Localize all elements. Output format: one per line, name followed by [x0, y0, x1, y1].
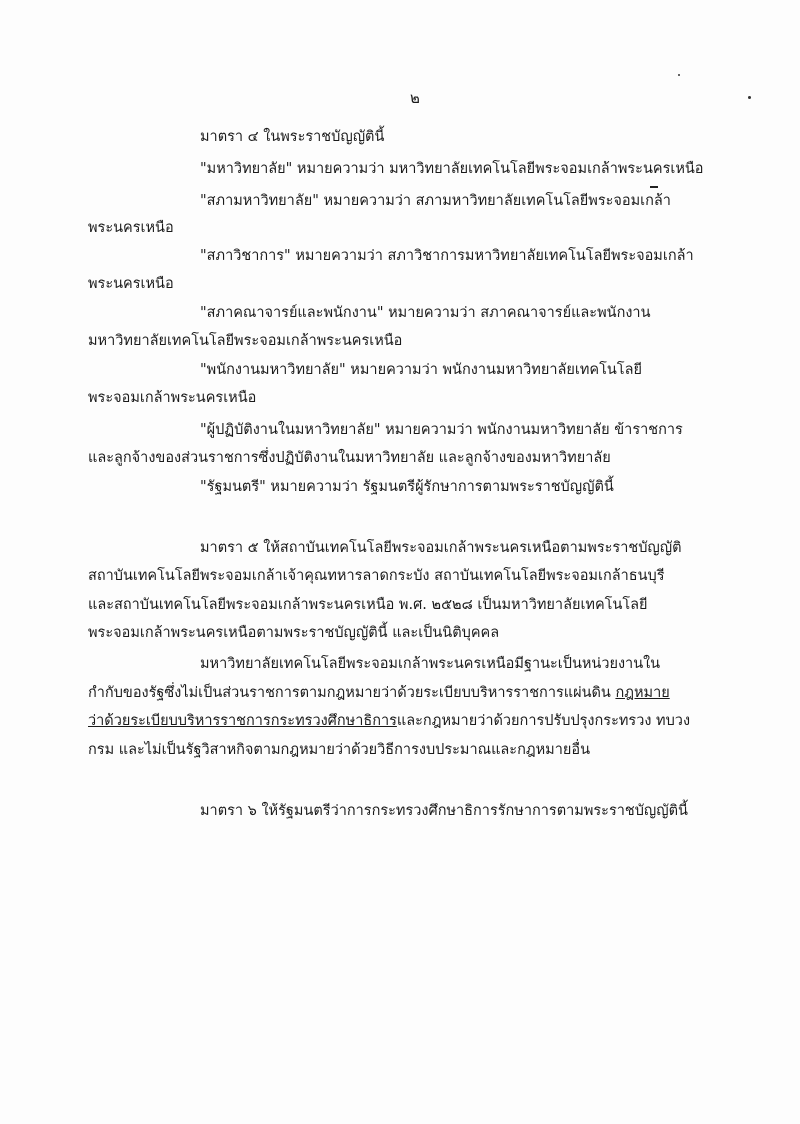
definition-staff-council: "สภาคณาจารย์และพนักงาน" หมายความว่า สภาคณาจารย์และพนักงาน: [200, 305, 651, 321]
section-5-line-2: สถาบันเทคโนโลยีพระจอมเกล้าเจ้าคุณทหารลาดกระบัง สถาบันเทคโนโลยีพระจอมเกล้าธนบุรี: [88, 568, 665, 584]
section-5-line-4: พระจอมเกล้าพระนครเหนือตามพระราชบัญญัตินี้ และเป็นนิติบุคคล: [88, 625, 500, 641]
definition-university: "มหาวิทยาลัย" หมายความว่า มหาวิทยาลัยเทคโนโลยีพระจอมเกล้าพระนครเหนือ: [200, 161, 704, 177]
page-number: ๒: [410, 89, 420, 107]
definition-minister: "รัฐมนตรี" หมายความว่า รัฐมนตรีผู้รักษาการตามพระราชบัญญัตินี้: [200, 479, 614, 495]
section-5-line-1: มาตรา ๕ ให้สถาบันเทคโนโลยีพระจอมเกล้าพระนครเหนือตามพระราชบัญญัติ: [200, 540, 682, 556]
section-5-paragraph-2-line-4: กรม และไม่เป็นรัฐวิสาหกิจตามกฎหมายว่าด้วยวิธีการงบประมาณและกฎหมายอื่น: [88, 742, 590, 758]
section-6-line-1: มาตรา ๖ ให้รัฐมนตรีว่าการกระทรวงศึกษาธิการรักษาการตามพระราชบัญญัตินี้: [200, 803, 688, 819]
definition-university-worker-cont: และลูกจ้างของส่วนราชการซึ่งปฏิบัติงานในมหาวิทยาลัย และลูกจ้างของมหาวิทยาลัย: [88, 450, 611, 466]
definition-staff-council-cont: มหาวิทยาลัยเทคโนโลยีพระจอมเกล้าพระนครเหนือ: [88, 333, 403, 349]
definition-university-employee: "พนักงานมหาวิทยาลัย" หมายความว่า พนักงานมหาวิทยาลัยเทคโนโลยี: [200, 362, 642, 378]
definition-academic-council: "สภาวิชาการ" หมายความว่า สภาวิชาการมหาวิทยาลัยเทคโนโลยีพระจอมเกล้า: [200, 248, 694, 264]
definition-university-council-cont: พระนครเหนือ: [88, 220, 174, 236]
section-5-paragraph-2-line-1: มหาวิทยาลัยเทคโนโลยีพระจอมเกล้าพระนครเหนือมีฐานะเป็นหน่วยงานใน: [200, 656, 661, 672]
scan-speck: [678, 74, 680, 76]
definition-university-worker: "ผู้ปฏิบัติงานในมหาวิทยาลัย" หมายความว่า พนักงานมหาวิทยาลัย ข้าราชการ: [200, 422, 683, 438]
definition-university-employee-cont: พระจอมเกล้าพระนครเหนือ: [88, 390, 257, 406]
definition-academic-council-cont: พระนครเหนือ: [88, 276, 174, 292]
section-5-paragraph-2-line-2-text: กำกับของรัฐซึ่งไม่เป็นส่วนราชการตามกฎหมายว่าด้วยระเบียบบริหารราชการแผ่นดิน: [88, 685, 616, 701]
section-5-line-3: และสถาบันเทคโนโลยีพระจอมเกล้าพระนครเหนือ พ.ศ. ๒๕๒๘ เป็นมหาวิทยาลัยเทคโนโลยี: [88, 597, 648, 613]
underlined-law-reference: กฎหมาย: [615, 685, 670, 701]
scan-mark: [650, 186, 658, 188]
section-5-paragraph-2-line-3: [88, 711, 690, 731]
scan-speck: [748, 96, 751, 99]
section-4-heading: มาตรา ๔ ในพระราชบัญญัตินี้: [200, 129, 385, 145]
underlined-law-reference-cont: ว่าด้วยระเบียบบริหารราชการกระทรวงศึกษาธิการ: [88, 713, 397, 729]
section-5-paragraph-2-line-2: [88, 683, 670, 703]
section-5-paragraph-2-line-3-text: และกฎหมายว่าด้วยการปรับปรุงกระทรวง ทบวง: [396, 713, 691, 729]
definition-university-council: "สภามหาวิทยาลัย" หมายความว่า สภามหาวิทยาลัยเทคโนโลยีพระจอมเกล้า: [200, 193, 671, 209]
